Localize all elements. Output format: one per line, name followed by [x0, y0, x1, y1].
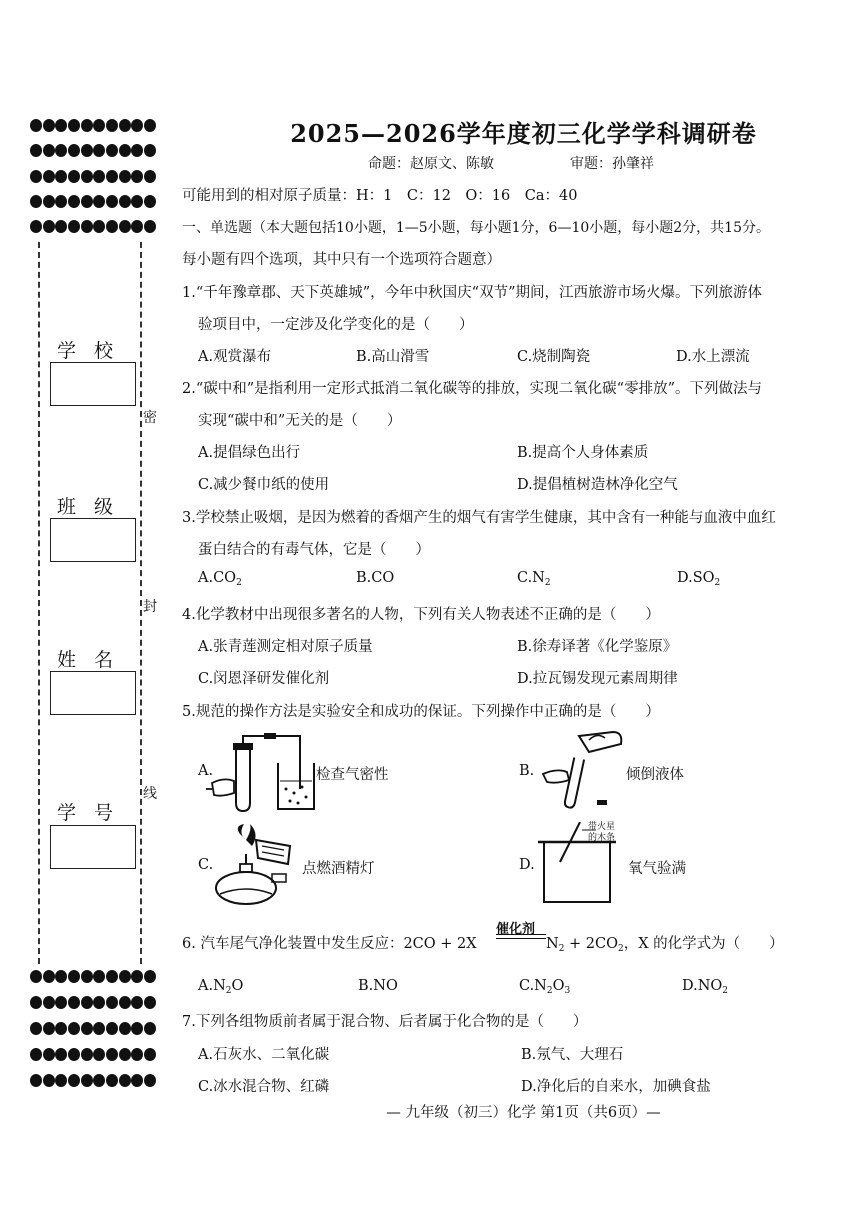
- number-field[interactable]: [50, 825, 136, 869]
- authors: 命题：赵原文、陈敏: [368, 156, 494, 172]
- q7-option-a[interactable]: A.石灰水、二氧化碳: [198, 1047, 330, 1063]
- q1-option-c[interactable]: C.烧制陶瓷: [517, 349, 591, 365]
- alcohol-lamp-figure: [210, 824, 300, 908]
- q2-option-a[interactable]: A.提倡绿色出行: [198, 445, 301, 461]
- name-field[interactable]: [50, 671, 136, 715]
- seal-char-feng: 封: [143, 599, 157, 615]
- q3-stem: 3.学校禁止吸烟，是因为燃着的香烟产生的烟气有害学生健康，其中含有一种能与血液中血红: [182, 510, 776, 526]
- dot-row: [30, 144, 156, 158]
- q6-option-c[interactable]: $C.N_2O_3$: [519, 978, 571, 996]
- q3-option-a[interactable]: $A.CO_2$: [198, 570, 242, 588]
- q5-option-b-letter[interactable]: B.: [519, 763, 535, 779]
- glowing-splint-label: 带火星 的木条: [588, 822, 616, 843]
- seal-char-mi: 密: [143, 410, 157, 426]
- q6-option-a[interactable]: $A.N_2O$: [198, 978, 244, 996]
- name-label: 姓名: [56, 649, 131, 671]
- binding-dash-line-right: [140, 242, 142, 964]
- q2-option-c[interactable]: C.减少餐巾纸的使用: [198, 477, 330, 493]
- reaction-equal-line: [496, 934, 546, 935]
- q7-option-b[interactable]: B.氖气、大理石: [521, 1047, 624, 1063]
- class-field[interactable]: [50, 518, 136, 562]
- page-footer: — 九年级（初三）化学 第1页（共6页）—: [386, 1105, 661, 1121]
- q3-option-c[interactable]: $C.N_2$: [517, 570, 551, 588]
- q2-option-d[interactable]: D.提倡植树造林净化空气: [517, 477, 678, 493]
- q5-option-c-text: 点燃酒精灯: [302, 861, 375, 877]
- q7-option-d[interactable]: D.净化后的自来水，加碘食盐: [521, 1079, 711, 1095]
- q4-option-b[interactable]: B.徐寿译著《化学鉴原》: [517, 639, 678, 655]
- q6-option-d[interactable]: $D.NO_2$: [682, 978, 729, 996]
- dot-row: [30, 220, 156, 234]
- q3-option-d[interactable]: $D.SO_2$: [677, 570, 721, 588]
- page-title: 2025—2026学年度初三化学学科调研卷: [290, 119, 757, 148]
- dot-row: [30, 1048, 156, 1062]
- dot-row: [30, 970, 156, 984]
- q5-option-b-text: 倾倒液体: [626, 767, 684, 783]
- catalyst-label: 催化剂: [496, 922, 536, 937]
- q5-option-c-letter[interactable]: C.: [198, 857, 214, 873]
- q5-option-a-letter[interactable]: A.: [198, 763, 214, 779]
- dot-row: [30, 1074, 156, 1088]
- q1-option-b[interactable]: B.高山滑雪: [356, 349, 430, 365]
- q4-option-d[interactable]: D.拉瓦锡发现元素周期律: [517, 671, 678, 687]
- q3-option-b[interactable]: B.CO: [356, 570, 395, 586]
- binding-dash-line-left: [38, 242, 40, 964]
- q6-stem-pre: 6. 汽车尾气净化装置中发生反应：2CO + 2X: [182, 936, 477, 952]
- school-label: 学校: [56, 340, 131, 362]
- reaction-equal-line-2: [496, 938, 546, 939]
- q5-stem: 5.规范的操作方法是实验安全和成功的保证。下列操作中正确的是（ ）: [182, 704, 660, 720]
- class-label: 班级: [56, 496, 131, 518]
- atomic-masses: 可能用到的相对原子质量：H：1 C：12 O：16 Ca：40: [182, 188, 578, 204]
- pour-liquid-figure: [533, 728, 625, 810]
- q4-stem: 4.化学教材中出现很多著名的人物，下列有关人物表述不正确的是（ ）: [182, 607, 660, 623]
- airtightness-check-figure: [206, 733, 318, 813]
- q7-option-c[interactable]: C.冰水混合物、红磷: [198, 1079, 330, 1095]
- q4-option-a[interactable]: A.张青莲测定相对原子质量: [198, 639, 373, 655]
- school-field[interactable]: [50, 362, 136, 406]
- q1-stem-2: 验项目中，一定涉及化学变化的是（ ）: [198, 317, 474, 333]
- section-heading: 一、单选题（本大题包括10小题，1—5小题，每小题1分，6—10小题，每小题2分，共15分。: [182, 220, 770, 236]
- q1-stem: 1.“千年豫章郡、天下英雄城”，今年中秋国庆“双节”期间，江西旅游市场火爆。下列旅游体: [182, 285, 762, 301]
- dot-row: [30, 996, 156, 1010]
- q5-option-a-text: 检查气密性: [316, 767, 389, 783]
- q5-option-d-text: 氧气验满: [628, 861, 686, 877]
- q4-option-c[interactable]: C.闵恩泽研发催化剂: [198, 671, 330, 687]
- q2-option-b[interactable]: B.提高个人身体素质: [517, 445, 649, 461]
- number-label: 学号: [56, 802, 131, 824]
- dot-row: [30, 1022, 156, 1036]
- q3-stem-2: 蛋白结合的有毒气体，它是（ ）: [198, 542, 430, 558]
- dot-row: [30, 119, 156, 133]
- q2-stem: 2.“碳中和”是指利用一定形式抵消二氧化碳等的排放，实现二氧化碳“零排放”。下列做法与: [182, 381, 762, 397]
- q1-option-a[interactable]: A.观赏瀑布: [198, 349, 272, 365]
- q7-stem: 7.下列各组物质前者属于混合物、后者属于化合物的是（ ）: [182, 1014, 588, 1030]
- dot-row: [30, 170, 156, 184]
- seal-char-xian: 线: [143, 786, 157, 802]
- q5-option-d-letter[interactable]: D.: [519, 857, 535, 873]
- dot-row: [30, 195, 156, 209]
- q2-stem-2: 实现“碳中和”无关的是（ ）: [198, 413, 402, 429]
- q6-option-b[interactable]: B.NO: [358, 978, 398, 994]
- q1-option-d[interactable]: D.水上漂流: [676, 349, 750, 365]
- reviewer: 审题：孙肇祥: [570, 156, 654, 172]
- section-heading-2: 每小题有四个选项，其中只有一个选项符合题意）: [182, 252, 501, 268]
- q6-stem-post: $N_2 + 2CO_2$，X 的化学式为（ ）: [546, 936, 784, 954]
